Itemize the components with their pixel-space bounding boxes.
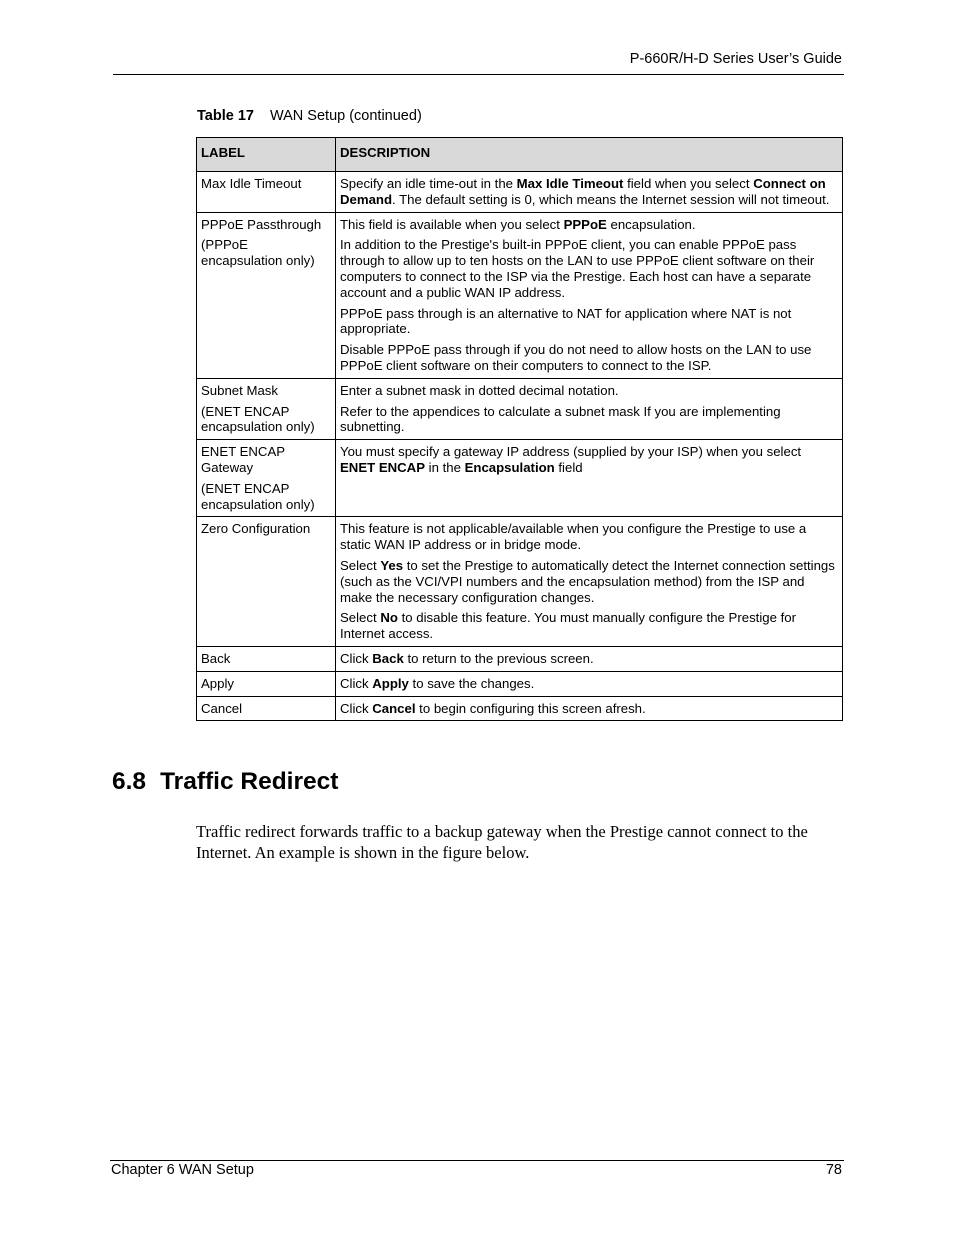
table-row	[197, 440, 843, 517]
body-paragraph: Traffic redirect forwards traffic to a backup gateway when the Prestige cannot connect to the Internet. An example is shown in the figure below.	[196, 822, 808, 862]
text-run: Click	[340, 700, 373, 716]
column-header-label: LABEL	[197, 138, 336, 172]
section-title: Traffic Redirect	[160, 768, 339, 795]
text-run: field when you select	[623, 176, 754, 191]
text-run: Select	[340, 610, 381, 626]
text-run: Specify an idle time-out in the	[340, 176, 517, 191]
text-run: to begin configuring this screen afresh.	[415, 700, 646, 716]
row-label-cell	[197, 696, 336, 721]
footer-page-number: 78	[825, 1162, 842, 1178]
section-number: 6.8	[112, 768, 147, 795]
row-description-cell	[336, 517, 843, 647]
column-header-description: DESCRIPTION	[336, 138, 843, 172]
description-paragraph	[340, 701, 838, 717]
text-run: Disable PPPoE pass through if you do not need to allow hosts on the LAN to use PPPoE client software on their computers to connect to the ISP.	[340, 342, 812, 373]
table-row	[197, 517, 843, 647]
row-label-line: Cancel	[201, 700, 243, 716]
description-paragraph	[340, 306, 838, 338]
text-run: Refer to the appendices to calculate a subnet mask If you are implementing subnetting.	[340, 403, 781, 435]
text-run: to set the Prestige to automatically detect the Internet connection settings (such as the VCI/VPI numbers and the encapsulation method) from the ISP and make the necessary configuration changes.	[340, 557, 835, 605]
row-label-cell	[197, 671, 336, 696]
description-paragraph	[340, 610, 838, 642]
bold-term: Back	[372, 650, 404, 666]
bold-term: PPPoE	[563, 216, 607, 232]
text-run: PPPoE pass through is an alternative to NAT for application where NAT is not appropriate.	[340, 305, 792, 337]
description-paragraph	[340, 404, 838, 436]
table-row	[197, 696, 843, 721]
description-paragraph	[340, 217, 838, 233]
table-row	[197, 172, 843, 213]
row-label-cell	[197, 212, 336, 378]
row-label-line: (PPPoE encapsulation only)	[201, 237, 315, 269]
bold-term: Max Idle Timeout	[516, 176, 624, 191]
row-description-cell	[336, 378, 843, 439]
row-label-line: Max Idle Timeout	[201, 176, 302, 191]
text-run: In addition to the Prestige's built-in PPPoE client, you can enable PPPoE pass through to allow up to ten hosts on the LAN to use PPPoE client software on their computers to connect to the ISP via the Prestige. Each host can have a separate account and a public WAN IP address.	[340, 237, 815, 300]
row-label-line: PPPoE Passthrough	[201, 216, 322, 232]
table-body	[197, 172, 843, 721]
description-paragraph	[340, 521, 838, 553]
text-run: encapsulation.	[606, 216, 696, 232]
bold-term: Cancel	[372, 700, 416, 716]
row-description-cell	[336, 671, 843, 696]
table-row	[197, 212, 843, 378]
row-label-cell	[197, 517, 336, 647]
text-run: . The default setting is 0, which means the Internet session will not timeout.	[392, 191, 830, 207]
wan-setup-table	[196, 137, 843, 721]
text-run: in the	[425, 459, 465, 475]
bold-term: Yes	[380, 557, 404, 573]
table-caption-text: WAN Setup (continued)	[269, 108, 422, 124]
text-run: to save the changes.	[408, 675, 535, 691]
row-label-line: (ENET ENCAP encapsulation only)	[201, 403, 315, 435]
table-header-row	[197, 138, 843, 172]
table-caption	[197, 108, 422, 124]
description-paragraph	[340, 342, 838, 374]
row-label-cell	[197, 172, 336, 213]
description-paragraph	[340, 237, 838, 300]
text-run: Select	[340, 557, 381, 573]
row-label-cell	[197, 646, 336, 671]
footer-rule	[110, 1160, 844, 1161]
description-paragraph	[340, 383, 838, 399]
description-paragraph	[340, 444, 838, 476]
text-run: Click	[340, 675, 373, 691]
bold-term: Apply	[372, 675, 409, 691]
row-label-line: Apply	[201, 675, 234, 691]
row-description-cell	[336, 212, 843, 378]
text-run: You must specify a gateway IP address (supplied by your ISP) when you select	[340, 444, 802, 460]
bold-term: ENET ENCAP	[340, 459, 425, 475]
row-label-line: Back	[201, 650, 231, 666]
row-label-line: Zero Configuration	[201, 521, 311, 537]
row-description-cell	[336, 696, 843, 721]
row-label-line: ENET ENCAP Gateway	[201, 444, 285, 475]
bold-term: Encapsulation	[464, 459, 555, 475]
row-description-cell	[336, 440, 843, 517]
text-run: Click	[340, 650, 373, 666]
footer-chapter: Chapter 6 WAN Setup	[111, 1162, 254, 1178]
table-row	[197, 646, 843, 671]
description-paragraph	[340, 558, 838, 605]
row-label-line: (ENET ENCAP encapsulation only)	[201, 480, 315, 512]
row-label-cell	[197, 440, 336, 517]
row-label-line: Subnet Mask	[201, 382, 278, 398]
section-heading	[112, 768, 338, 796]
table-row	[197, 378, 843, 439]
bold-term: Connect on Demand	[340, 176, 826, 207]
text-run: to disable this feature. You must manually configure the Prestige for Internet access.	[340, 610, 796, 642]
text-run: This field is available when you select	[340, 216, 564, 232]
row-description-cell	[336, 172, 843, 213]
description-paragraph	[340, 651, 838, 667]
table-caption-number: Table 17	[197, 108, 254, 124]
text-run: field	[554, 459, 583, 475]
row-description-cell	[336, 646, 843, 671]
bold-term: No	[380, 610, 398, 626]
text-run: This feature is not applicable/available when you configure the Prestige to use a static WAN IP address or in bridge mode.	[340, 521, 807, 553]
running-header-title: P-660R/H-D Series User’s Guide	[629, 51, 842, 67]
text-run: to return to the previous screen.	[403, 650, 594, 666]
description-paragraph	[340, 176, 838, 208]
row-label-cell	[197, 378, 336, 439]
header-rule	[113, 74, 844, 75]
description-paragraph	[340, 676, 838, 692]
text-run: Enter a subnet mask in dotted decimal notation.	[340, 382, 619, 398]
table-row	[197, 671, 843, 696]
